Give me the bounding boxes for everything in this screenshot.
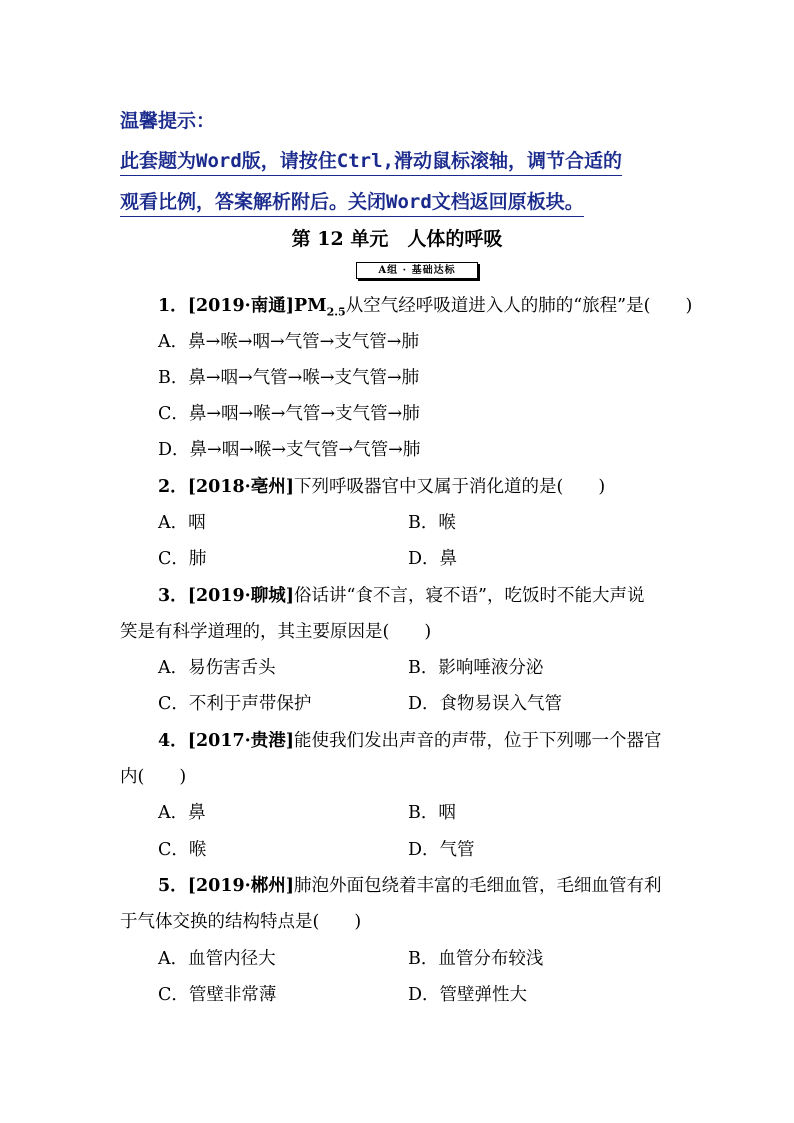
- q3-option-d: D．食物易误入气管: [408, 694, 563, 714]
- q5-option-a: A．血管内径大: [158, 949, 276, 969]
- question-text: 下列呼吸器官中又属于消化道的是( ): [294, 477, 606, 497]
- q1-option-c: C．鼻→咽→喉→气管→支气管→肺: [158, 404, 420, 424]
- q4-option-d: D．气管: [408, 840, 475, 860]
- question-source: [2019·聊城]: [187, 586, 295, 606]
- unit-title: 第 12 单元 人体的呼吸: [291, 228, 503, 250]
- tip-line-1: 此套题为Word版，请按住Ctrl,滑动鼠标滚轴，调节合适的: [120, 146, 622, 176]
- question-text: 肺泡外面包绕着丰富的毛细血管，毛细血管有利: [294, 876, 662, 896]
- question-3-continued: 笑是有科学道理的，其主要原因是( ): [120, 622, 432, 642]
- question-source: [2019·郴州]: [187, 876, 295, 896]
- q5-option-c: C．管壁非常薄: [158, 985, 277, 1005]
- question-5-continued: 于气体交换的结构特点是( ): [120, 912, 362, 932]
- question-2: [158, 475, 605, 499]
- question-source: [2017·贵港]: [187, 731, 295, 751]
- q3-option-a: A．易伤害舌头: [158, 658, 276, 678]
- question-number: 2．: [158, 477, 188, 497]
- question-source: [2019·南通]: [187, 296, 295, 316]
- q2-option-a: A．咽: [158, 513, 206, 533]
- question-5: [158, 874, 662, 898]
- question-source: [2018·亳州]: [187, 477, 295, 497]
- q4-option-a: A．鼻: [158, 803, 206, 823]
- pm-label: PM: [294, 296, 327, 316]
- section-badge: A组 · 基础达标: [356, 262, 478, 279]
- question-number: 4．: [158, 731, 188, 751]
- q2-option-b: B．喉: [408, 513, 456, 533]
- question-3: [158, 584, 644, 608]
- question-text: 从空气经呼吸道进入人的肺的“旅程”是( ): [345, 296, 693, 316]
- q2-option-d: D．鼻: [408, 549, 458, 569]
- question-number: 1．: [158, 296, 188, 316]
- question-number: 5．: [158, 876, 188, 896]
- q4-option-c: C．喉: [158, 840, 207, 860]
- tip-line-2: 观看比例，答案解析附后。关闭Word文档返回原板块。: [120, 187, 584, 217]
- q4-option-b: B．咽: [408, 803, 456, 823]
- q5-option-b: B．血管分布较浅: [408, 949, 544, 969]
- q5-option-d: D．管壁弹性大: [408, 985, 528, 1005]
- tip-heading: 温馨提示：: [120, 110, 216, 132]
- q3-option-c: C．不利于声带保护: [158, 694, 312, 714]
- question-4-continued: 内( ): [120, 767, 187, 787]
- q1-option-b: B．鼻→咽→气管→喉→支气管→肺: [158, 368, 420, 388]
- question-text: 俗话讲“食不言，寝不语”，吃饭时不能大声说: [294, 586, 645, 606]
- pm-subscript: 2.5: [326, 305, 346, 319]
- question-4: [158, 729, 662, 753]
- q1-option-d: D．鼻→咽→喉→支气管→气管→肺: [158, 440, 421, 460]
- question-text: 能使我们发出声音的声带，位于下列哪一个器官: [294, 731, 662, 751]
- question-number: 3．: [158, 586, 188, 606]
- q1-option-a: A．鼻→喉→咽→气管→支气管→肺: [158, 332, 419, 352]
- q2-option-c: C．肺: [158, 549, 207, 569]
- question-1: [158, 294, 692, 325]
- q3-option-b: B．影响唾液分泌: [408, 658, 544, 678]
